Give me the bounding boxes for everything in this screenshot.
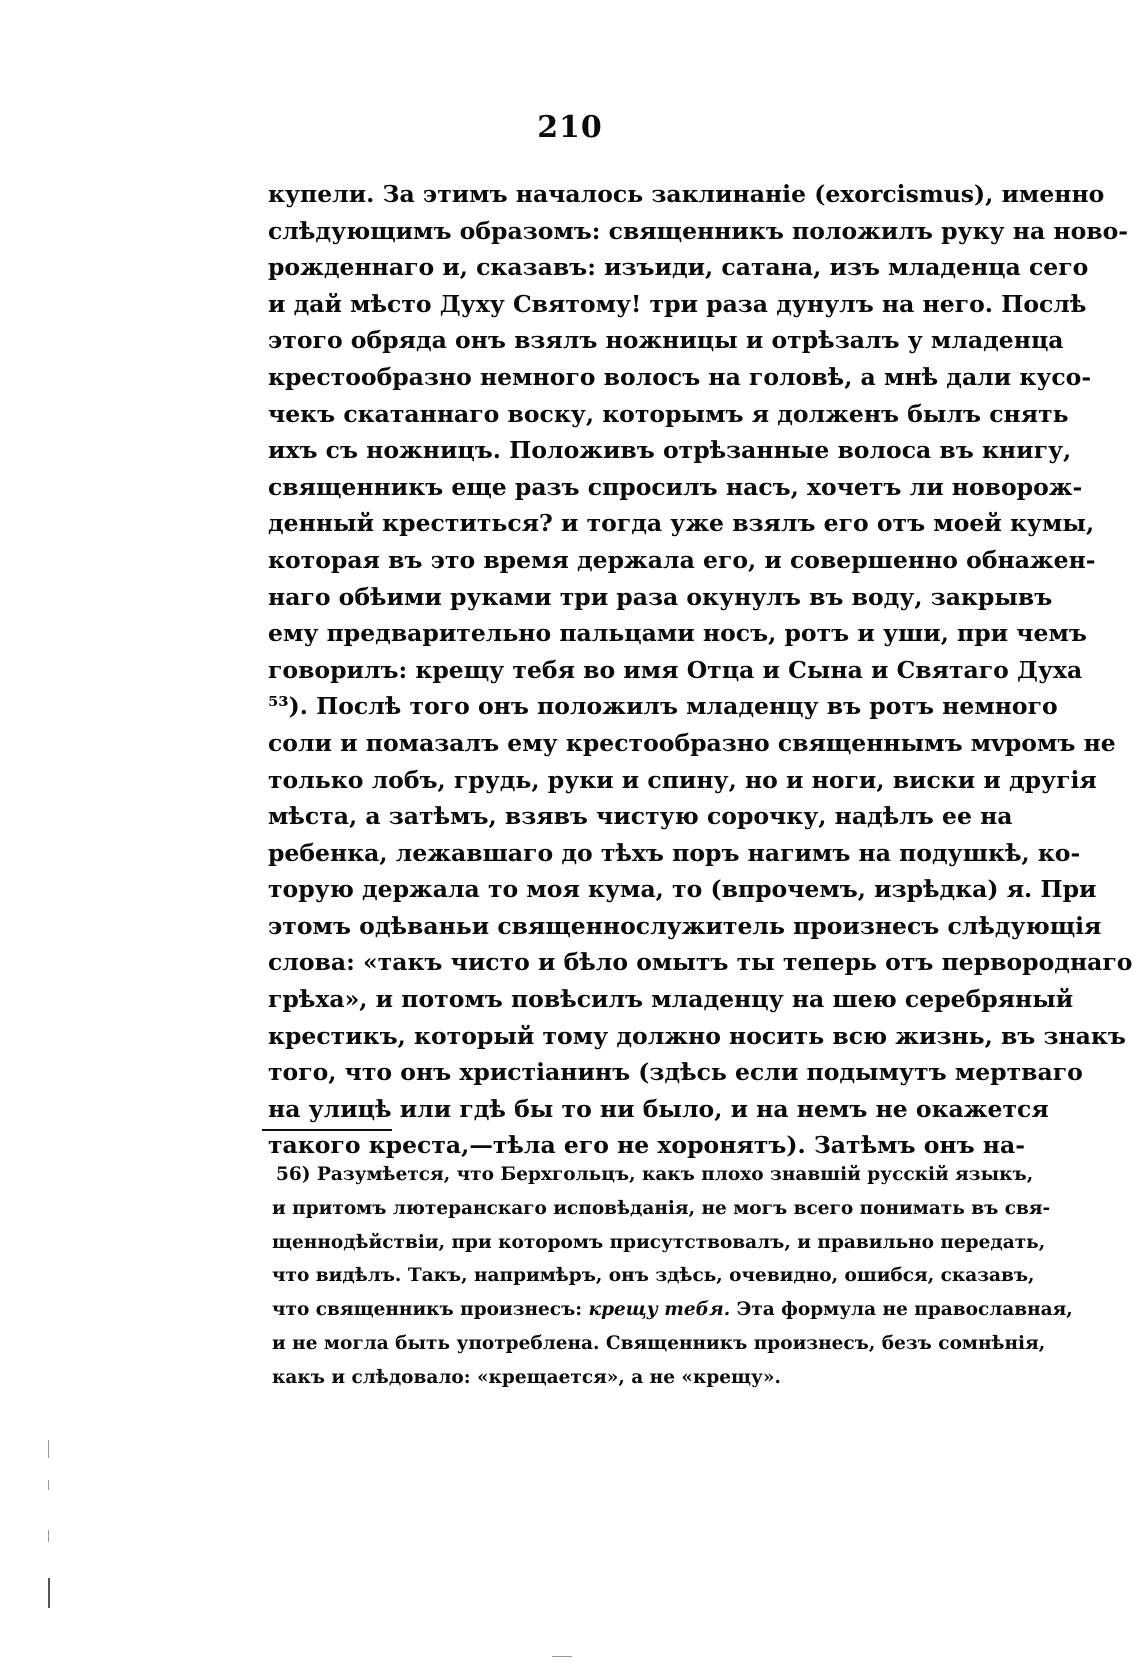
text-line: соли и помазалъ ему крестообразно священнымъ мvромъ не	[268, 728, 1116, 757]
text-line: слѣдующимъ образомъ: священникъ положилъ руку на ново-	[268, 216, 1129, 245]
page-number: 210	[537, 110, 603, 145]
footnote-line	[272, 1293, 1073, 1327]
footnote-line	[272, 1327, 1046, 1361]
text-line: ихъ съ ножницъ. Положивъ отрѣзанные волоса въ книгу,	[268, 436, 1072, 465]
text-line: грѣха», и потомъ повѣсилъ младенцу на шею серебряный	[268, 985, 1074, 1014]
footnote-line	[272, 1226, 1046, 1260]
text-line: ему предварительно пальцами носъ, ротъ и уши, при чемъ	[268, 619, 1087, 648]
text-line: которая въ это время держала его, и совершенно обнажен-	[268, 545, 1096, 574]
text-line: ⁵³). Послѣ того онъ положилъ младенцу въ ротъ немного	[268, 692, 1058, 721]
footnote-line	[272, 1158, 1034, 1192]
text-line: такого креста,—тѣла его не хоронятъ). Затѣмъ онъ на-	[268, 1131, 1025, 1160]
text-line: только лобъ, грудь, руки и спину, но и ноги, виски и другія	[268, 765, 1097, 794]
scan-artifact	[48, 1480, 49, 1490]
scan-artifact	[48, 1440, 49, 1458]
text-line: священникъ еще разъ спросилъ насъ, хочетъ ли новорож-	[268, 472, 1083, 501]
text-line: этомъ одѣваньи священнослужитель произнесъ слѣдующія	[268, 911, 1102, 940]
text-line: крестикъ, который тому должно носить всю жизнь, въ знакъ	[268, 1021, 1126, 1050]
footnote-text: и притомъ лютеранскаго исповѣданія, не могъ всего понимать въ свя-	[272, 1197, 1051, 1219]
footnote-text: какъ и слѣдовало: «крещается», а не «крещу».	[272, 1366, 781, 1388]
footnote-text: Эта формула не православная,	[730, 1299, 1073, 1321]
footnote-text: щеннодѣйствіи, при которомъ присутствовалъ, и правильно передать,	[272, 1231, 1046, 1253]
footnote-italic-quote: крещу тебя.	[588, 1299, 731, 1321]
text-line: крестообразно немного волосъ на головѣ, а мнѣ дали кусо-	[268, 362, 1092, 391]
footnote-text: 56) Разумѣется, что Берхгольцъ, какъ плохо знавшій русскій языкъ,	[276, 1164, 1034, 1185]
text-line: торую держала то моя кума, то (впрочемъ, изрѣдка) я. При	[268, 875, 1097, 904]
text-line: говорилъ: крещу тебя во имя Отца и Сына и Святаго Духа	[268, 655, 1083, 684]
text-line: ребенка, лежавшаго до тѣхъ поръ нагимъ на подушкѣ, ко-	[268, 838, 1081, 867]
scan-artifact	[48, 1530, 49, 1542]
text-line: мѣста, а затѣмъ, взявъ чистую сорочку, надѣлъ ее на	[268, 802, 1013, 831]
text-line: этого обряда онъ взялъ ножницы и отрѣзалъ у младенца	[268, 326, 1064, 355]
footnote-divider	[262, 1129, 392, 1131]
text-line: на улицѣ или гдѣ бы то ни было, и на немъ не окажется	[268, 1094, 1049, 1123]
footnote-line	[272, 1192, 1051, 1226]
footnote-line	[272, 1259, 1035, 1293]
footnote-text: и не могла быть употреблена. Священникъ произнесъ, безъ сомнѣнія,	[272, 1332, 1046, 1354]
body-text	[268, 176, 1133, 1164]
scan-artifact	[48, 1578, 50, 1608]
text-line: чекъ скатаннаго воску, которымъ я долженъ былъ снять	[268, 399, 1069, 428]
footnote-text: что священникъ произнесъ:	[272, 1299, 589, 1321]
text-line: слова: «такъ чисто и бѣло омытъ ты теперь отъ первороднаго	[268, 948, 1133, 977]
footnote	[272, 1158, 1073, 1395]
text-line: купели. За этимъ началось заклинаніе (exorcismus), именно	[268, 180, 1105, 208]
text-line: рожденнаго и, сказавъ: изъиди, сатана, изъ младенца сего	[268, 253, 1089, 282]
footnote-text: что видѣлъ. Такъ, напримѣръ, онъ здѣсь, очевидно, ошибся, сказавъ,	[272, 1265, 1035, 1287]
text-line: денный креститься? и тогда уже взялъ его отъ моей кумы,	[268, 509, 1095, 538]
text-line: наго обѣими руками три раза окунулъ въ воду, закрывъ	[268, 582, 1053, 611]
scan-artifact	[552, 1656, 572, 1657]
text-line: того, что онъ христіанинъ (здѣсь если подымутъ мертваго	[268, 1058, 1083, 1087]
footnote-line	[272, 1361, 984, 1395]
text-line: и дай мѣсто Духу Святому! три раза дунулъ на него. Послѣ	[268, 289, 1087, 318]
